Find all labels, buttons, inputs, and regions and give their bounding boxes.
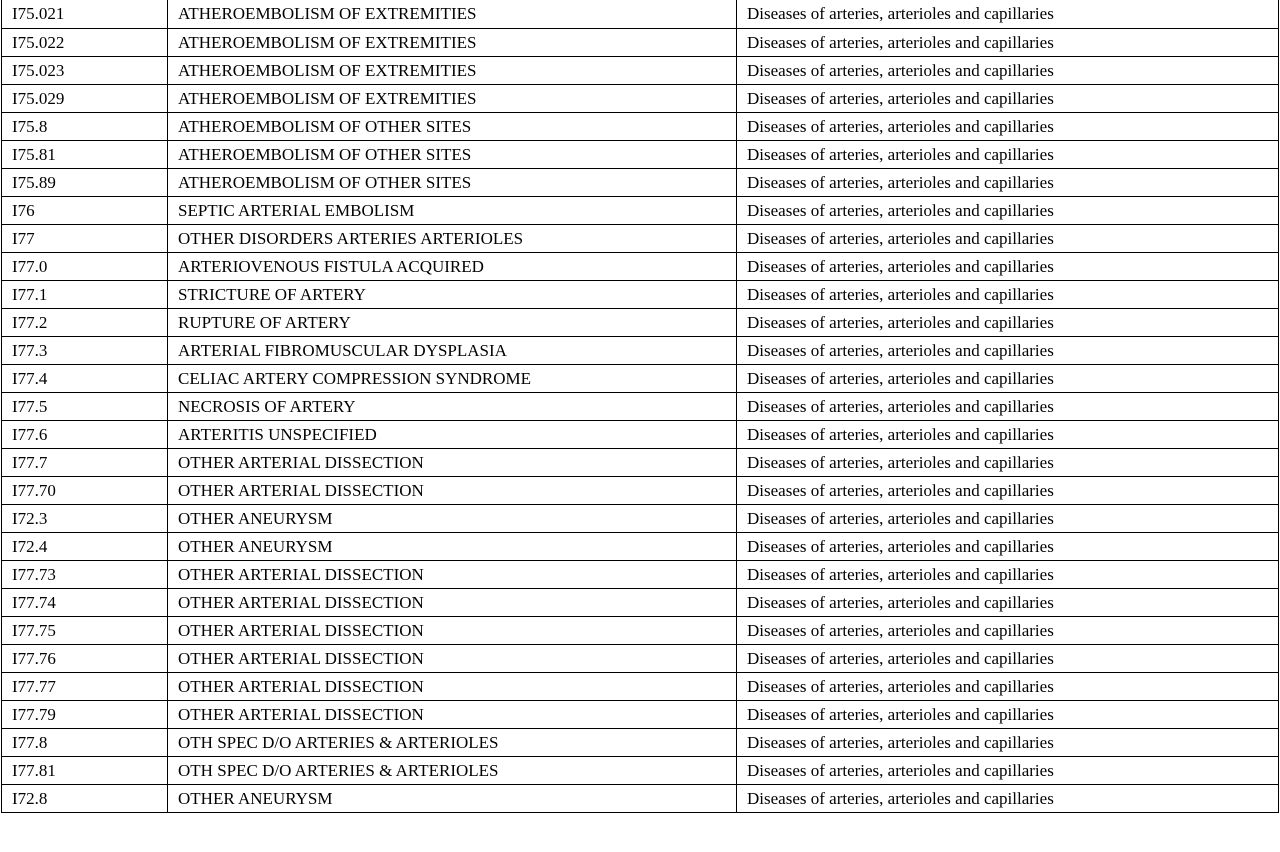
code-cell (2, 476, 168, 504)
code-cell (2, 588, 168, 616)
code-cell (2, 84, 168, 112)
description-cell (168, 252, 737, 280)
description-cell (168, 196, 737, 224)
code-cell-text: I72.4 (12, 536, 48, 556)
table-row (2, 504, 1279, 532)
table-row (2, 588, 1279, 616)
code-cell (2, 784, 168, 812)
category-cell-text: Diseases of arteries, arterioles and capillaries (747, 284, 1054, 304)
category-cell (737, 420, 1279, 448)
code-cell-text: I77.2 (12, 312, 48, 332)
code-cell-text: I75.8 (12, 116, 48, 136)
code-cell (2, 420, 168, 448)
code-cell-text: I77.7 (12, 452, 48, 472)
category-cell (737, 252, 1279, 280)
table-row (2, 252, 1279, 280)
category-cell-text: Diseases of arteries, arterioles and capillaries (747, 564, 1054, 584)
description-cell-text: RUPTURE OF ARTERY (178, 312, 351, 332)
description-cell-text: ATHEROEMBOLISM OF OTHER SITES (178, 172, 472, 192)
table-row (2, 168, 1279, 196)
code-cell (2, 672, 168, 700)
category-cell (737, 196, 1279, 224)
category-cell-text: Diseases of arteries, arterioles and capillaries (747, 480, 1054, 500)
code-cell (2, 756, 168, 784)
code-cell (2, 532, 168, 560)
code-cell (2, 168, 168, 196)
code-cell (2, 364, 168, 392)
category-cell (737, 224, 1279, 252)
table-row (2, 392, 1279, 420)
description-cell-text: OTHER ARTERIAL DISSECTION (178, 592, 424, 612)
category-cell-text: Diseases of arteries, arterioles and capillaries (747, 704, 1054, 724)
category-cell (737, 672, 1279, 700)
category-cell (737, 476, 1279, 504)
code-cell-text: I77.1 (12, 284, 48, 304)
category-cell-text: Diseases of arteries, arterioles and capillaries (747, 32, 1054, 52)
category-cell (737, 392, 1279, 420)
category-cell (737, 784, 1279, 812)
description-cell (168, 0, 737, 28)
description-cell (168, 28, 737, 56)
category-cell-text: Diseases of arteries, arterioles and capillaries (747, 60, 1054, 80)
description-cell (168, 476, 737, 504)
description-cell (168, 672, 737, 700)
description-cell-text: OTHER ARTERIAL DISSECTION (178, 564, 424, 584)
category-cell-text: Diseases of arteries, arterioles and capillaries (747, 648, 1054, 668)
category-cell-text: Diseases of arteries, arterioles and capillaries (747, 424, 1054, 444)
table-row (2, 700, 1279, 728)
code-cell-text: I77.0 (12, 256, 48, 276)
code-cell (2, 112, 168, 140)
code-cell (2, 560, 168, 588)
code-cell-text: I75.021 (12, 4, 65, 23)
code-cell-text: I77.73 (12, 564, 56, 584)
code-cell (2, 644, 168, 672)
description-cell-text: OTHER ARTERIAL DISSECTION (178, 452, 424, 472)
description-cell-text: OTHER ANEURYSM (178, 508, 333, 528)
table-row (2, 0, 1279, 28)
category-cell (737, 140, 1279, 168)
description-cell (168, 420, 737, 448)
category-cell-text: Diseases of arteries, arterioles and capillaries (747, 452, 1054, 472)
code-cell-text: I75.029 (12, 88, 65, 108)
table-row (2, 644, 1279, 672)
table-row (2, 532, 1279, 560)
code-cell (2, 700, 168, 728)
table-row (2, 476, 1279, 504)
category-cell-text: Diseases of arteries, arterioles and capillaries (747, 508, 1054, 528)
description-cell-text: OTHER ARTERIAL DISSECTION (178, 676, 424, 696)
table-row (2, 280, 1279, 308)
category-cell-text: Diseases of arteries, arterioles and capillaries (747, 592, 1054, 612)
category-cell (737, 448, 1279, 476)
description-cell (168, 84, 737, 112)
description-cell (168, 784, 737, 812)
description-cell-text: OTH SPEC D/O ARTERIES & ARTERIOLES (178, 732, 499, 752)
code-cell (2, 196, 168, 224)
code-cell (2, 0, 168, 28)
code-cell-text: I76 (12, 200, 35, 220)
category-cell-text: Diseases of arteries, arterioles and capillaries (747, 200, 1054, 220)
description-cell-text: ARTERIOVENOUS FISTULA ACQUIRED (178, 256, 484, 276)
description-cell (168, 308, 737, 336)
table-row (2, 560, 1279, 588)
code-cell-text: I75.022 (12, 32, 65, 52)
category-cell-text: Diseases of arteries, arterioles and capillaries (747, 620, 1054, 640)
table-row (2, 420, 1279, 448)
category-cell (737, 700, 1279, 728)
table-row (2, 364, 1279, 392)
description-cell-text: OTHER ARTERIAL DISSECTION (178, 480, 424, 500)
code-cell-text: I77.8 (12, 732, 48, 752)
code-cell-text: I77.3 (12, 340, 48, 360)
table-body (2, 0, 1279, 812)
code-cell-text: I75.89 (12, 172, 56, 192)
code-cell-text: I77.79 (12, 704, 56, 724)
category-cell (737, 336, 1279, 364)
category-cell-text: Diseases of arteries, arterioles and capillaries (747, 4, 1054, 23)
category-cell-text: Diseases of arteries, arterioles and capillaries (747, 256, 1054, 276)
category-cell-text: Diseases of arteries, arterioles and capillaries (747, 760, 1054, 780)
category-cell-text: Diseases of arteries, arterioles and capillaries (747, 116, 1054, 136)
table-row (2, 84, 1279, 112)
table-row (2, 728, 1279, 756)
code-cell-text: I77.74 (12, 592, 56, 612)
description-cell-text: OTHER ARTERIAL DISSECTION (178, 704, 424, 724)
category-cell-text: Diseases of arteries, arterioles and capillaries (747, 228, 1054, 248)
description-cell-text: CELIAC ARTERY COMPRESSION SYNDROME (178, 368, 532, 388)
code-cell-text: I77.5 (12, 396, 48, 416)
category-cell-text: Diseases of arteries, arterioles and capillaries (747, 340, 1054, 360)
description-cell-text: ATHEROEMBOLISM OF EXTREMITIES (178, 88, 477, 108)
table-row (2, 616, 1279, 644)
code-cell-text: I77.76 (12, 648, 56, 668)
description-cell (168, 448, 737, 476)
category-cell (737, 280, 1279, 308)
description-cell (168, 756, 737, 784)
description-cell (168, 168, 737, 196)
category-cell (737, 112, 1279, 140)
description-cell-text: OTHER ANEURYSM (178, 536, 333, 556)
category-cell (737, 560, 1279, 588)
category-cell-text: Diseases of arteries, arterioles and capillaries (747, 88, 1054, 108)
description-cell (168, 504, 737, 532)
code-cell-text: I77.81 (12, 760, 56, 780)
code-cell (2, 504, 168, 532)
code-cell (2, 252, 168, 280)
code-cell-text: I77.70 (12, 480, 56, 500)
category-cell (737, 728, 1279, 756)
code-cell-text: I77.75 (12, 620, 56, 640)
category-cell (737, 504, 1279, 532)
description-cell (168, 644, 737, 672)
description-cell (168, 56, 737, 84)
code-cell-text: I77.4 (12, 368, 48, 388)
description-cell (168, 392, 737, 420)
category-cell-text: Diseases of arteries, arterioles and capillaries (747, 144, 1054, 164)
table-row (2, 28, 1279, 56)
category-cell-text: Diseases of arteries, arterioles and capillaries (747, 396, 1054, 416)
description-cell-text: ARTERIAL FIBROMUSCULAR DYSPLASIA (178, 340, 507, 360)
code-cell (2, 448, 168, 476)
category-cell (737, 28, 1279, 56)
category-cell (737, 56, 1279, 84)
description-cell (168, 140, 737, 168)
description-cell-text: ATHEROEMBOLISM OF OTHER SITES (178, 144, 472, 164)
category-cell (737, 616, 1279, 644)
icd-code-table (1, 0, 1279, 813)
category-cell (737, 532, 1279, 560)
code-cell (2, 224, 168, 252)
table-row (2, 784, 1279, 812)
code-cell (2, 336, 168, 364)
category-cell (737, 588, 1279, 616)
description-cell-text: ATHEROEMBOLISM OF EXTREMITIES (178, 32, 477, 52)
description-cell (168, 728, 737, 756)
category-cell (737, 84, 1279, 112)
code-cell (2, 392, 168, 420)
category-cell (737, 364, 1279, 392)
table-row (2, 308, 1279, 336)
category-cell (737, 756, 1279, 784)
category-cell (737, 308, 1279, 336)
description-cell-text: OTHER ARTERIAL DISSECTION (178, 648, 424, 668)
table-row (2, 756, 1279, 784)
category-cell-text: Diseases of arteries, arterioles and capillaries (747, 312, 1054, 332)
description-cell-text: NECROSIS OF ARTERY (178, 396, 356, 416)
category-cell (737, 644, 1279, 672)
table-row (2, 672, 1279, 700)
code-cell (2, 280, 168, 308)
description-cell (168, 336, 737, 364)
description-cell-text: OTHER DISORDERS ARTERIES ARTERIOLES (178, 228, 524, 248)
table-row (2, 140, 1279, 168)
description-cell-text: ARTERITIS UNSPECIFIED (178, 424, 377, 444)
description-cell (168, 224, 737, 252)
category-cell (737, 168, 1279, 196)
code-cell (2, 308, 168, 336)
category-cell-text: Diseases of arteries, arterioles and capillaries (747, 732, 1054, 752)
description-cell-text: STRICTURE OF ARTERY (178, 284, 366, 304)
code-cell-text: I75.81 (12, 144, 56, 164)
description-cell (168, 112, 737, 140)
table-row (2, 336, 1279, 364)
table-row (2, 196, 1279, 224)
description-cell-text: ATHEROEMBOLISM OF EXTREMITIES (178, 4, 477, 23)
table-row (2, 112, 1279, 140)
code-cell-text: I77.6 (12, 424, 48, 444)
code-cell-text: I77 (12, 228, 35, 248)
description-cell-text: ATHEROEMBOLISM OF EXTREMITIES (178, 60, 477, 80)
category-cell (737, 0, 1279, 28)
table-row (2, 56, 1279, 84)
description-cell-text: OTHER ARTERIAL DISSECTION (178, 620, 424, 640)
description-cell (168, 532, 737, 560)
category-cell-text: Diseases of arteries, arterioles and capillaries (747, 676, 1054, 696)
description-cell (168, 700, 737, 728)
code-cell (2, 616, 168, 644)
category-cell-text: Diseases of arteries, arterioles and capillaries (747, 536, 1054, 556)
description-cell (168, 280, 737, 308)
description-cell (168, 364, 737, 392)
description-cell-text: SEPTIC ARTERIAL EMBOLISM (178, 200, 415, 220)
description-cell-text: ATHEROEMBOLISM OF OTHER SITES (178, 116, 472, 136)
description-cell-text: OTHER ANEURYSM (178, 788, 333, 808)
category-cell-text: Diseases of arteries, arterioles and capillaries (747, 172, 1054, 192)
code-cell-text: I72.3 (12, 508, 48, 528)
category-cell-text: Diseases of arteries, arterioles and capillaries (747, 788, 1054, 808)
table-row (2, 448, 1279, 476)
description-cell-text: OTH SPEC D/O ARTERIES & ARTERIOLES (178, 760, 499, 780)
code-cell (2, 140, 168, 168)
code-cell-text: I77.77 (12, 676, 56, 696)
code-cell-text: I75.023 (12, 60, 65, 80)
description-cell (168, 560, 737, 588)
code-cell (2, 56, 168, 84)
category-cell-text: Diseases of arteries, arterioles and capillaries (747, 368, 1054, 388)
description-cell (168, 616, 737, 644)
code-cell-text: I72.8 (12, 788, 48, 808)
table-row (2, 224, 1279, 252)
code-cell (2, 28, 168, 56)
code-cell (2, 728, 168, 756)
description-cell (168, 588, 737, 616)
